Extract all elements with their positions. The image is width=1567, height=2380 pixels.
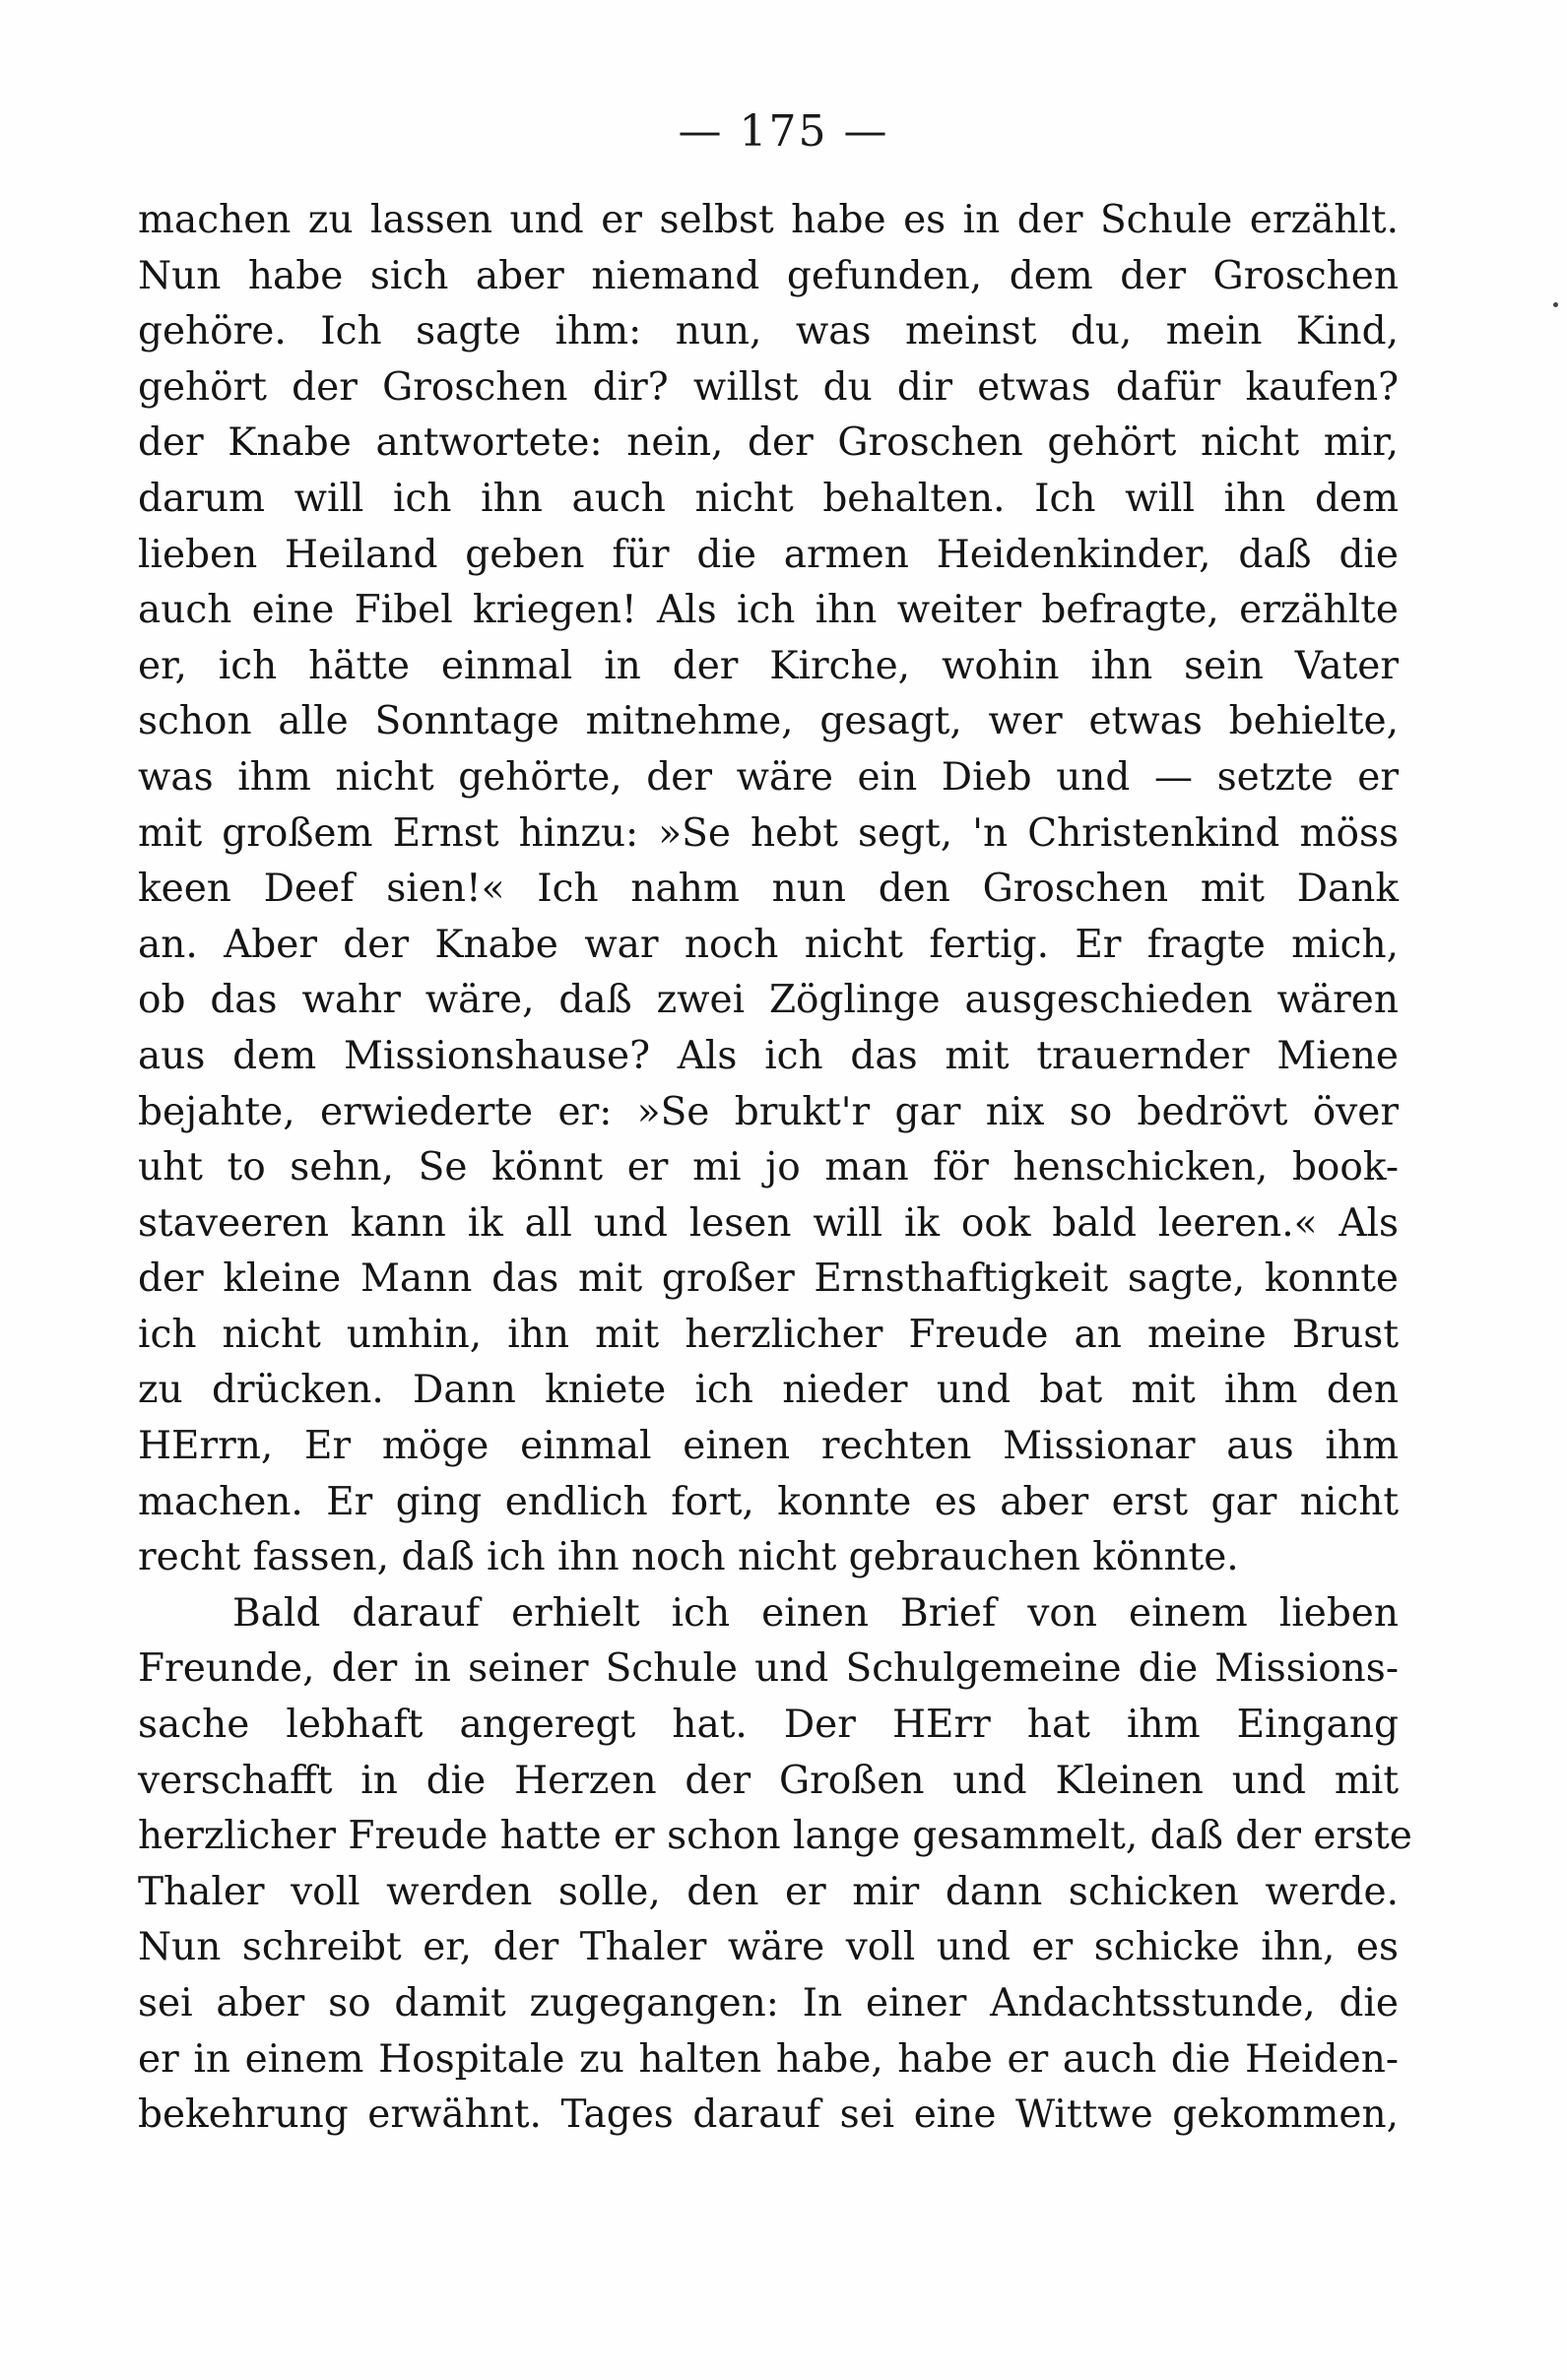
ink-speck [1553, 302, 1558, 307]
text-line: Freunde, der in seiner Schule und Schulgemeine die Missions- [138, 1646, 1399, 1692]
text-line: was ihm nicht gehörte, der wäre ein Dieb und — setzte er [138, 754, 1399, 800]
text-line: gehört der Groschen dir? willst du dir etwas dafür kaufen? [138, 364, 1399, 410]
page-number: — 175 — [678, 106, 889, 157]
text-line: Thaler voll werden solle, den er mir dann schicken werde. [138, 1869, 1399, 1914]
text-line: er, ich hätte einmal in der Kirche, wohin ihn sein Vater [138, 643, 1399, 688]
text-line: an. Aber der Knabe war noch nicht fertig. Er fragte mich, [138, 922, 1399, 967]
text-line: uht to sehn, Se könnt er mi jo man för henschicken, book- [138, 1145, 1399, 1190]
text-line: machen zu lassen und er selbst habe es in der Schule erzählt. [138, 198, 1399, 242]
text-line: aus dem Missionshause? Als ich das mit trauernder Miene [138, 1033, 1399, 1078]
text-line: verschafft in die Herzen der Großen und Kleinen und mit [138, 1758, 1399, 1803]
text-line: der Knabe antwortete: nein, der Groschen gehört nicht mir, [138, 420, 1399, 466]
paragraph-end-line: recht fassen, daß ich ihn noch nicht gebrauchen könnte. [138, 1535, 1239, 1580]
text-line: Nun schreibt er, der Thaler wäre voll und er schicke ihn, es [138, 1925, 1399, 1970]
text-line: machen. Er ging endlich fort, konnte es aber erst gar nicht [138, 1479, 1399, 1524]
text-line: der kleine Mann das mit großer Ernsthaftigkeit sagte, konnte [138, 1256, 1399, 1302]
body-text [138, 193, 1412, 2144]
text-line: schon alle Sonntage mitnehme, gesagt, wer etwas behielte, [138, 699, 1399, 744]
text-line: keen Deef sien!« Ich nahm nun den Groschen mit Dank [138, 867, 1399, 912]
text-line: bekehrung erwähnt. Tages darauf sei eine Wittwe gekommen, [138, 2092, 1399, 2138]
text-line: er in einem Hospitale zu halten habe, habe er auch die Heiden- [138, 2036, 1399, 2082]
text-line: herzlicher Freude hatte er schon lange gesammelt, daß der erste [138, 1814, 1412, 1859]
text-line: staveeren kann ik all und lesen will ik ook bald leeren.« Als [138, 1200, 1399, 1246]
text-line: darum will ich ihn auch nicht behalten. Ich will ihn dem [138, 476, 1399, 521]
text-line: ich nicht umhin, ihn mit herzlicher Freude an meine Brust [138, 1312, 1399, 1357]
text-line: gehöre. Ich sagte ihm: nun, was meinst du, mein Kind, [138, 309, 1399, 354]
text-line: bejahte, erwiederte er: »Se brukt'r gar nix so bedrövt över [138, 1089, 1399, 1134]
text-line: HErrn, Er möge einmal einen rechten Missionar aus ihm [138, 1424, 1399, 1469]
text-line: Nun habe sich aber niemand gefunden, dem der Groschen [138, 253, 1399, 298]
text-line: ob das wahr wäre, daß zwei Zöglinge ausgeschieden wären [138, 978, 1399, 1023]
text-line: sache lebhaft angeregt hat. Der HErr hat ihm Eingang [138, 1703, 1399, 1748]
text-line: zu drücken. Dann kniete ich nieder und bat mit ihm den [138, 1368, 1399, 1413]
text-line: mit großem Ernst hinzu: »Se hebt segt, 'n Christenkind möss [138, 810, 1399, 856]
text-line: auch eine Fibel kriegen! Als ich ihn weiter befragte, erzählte [138, 588, 1399, 633]
paragraph-start-line: Bald darauf erhielt ich einen Brief von einem lieben [232, 1590, 1399, 1636]
text-line: sei aber so damit zugegangen: In einer Andachtsstunde, die [138, 1981, 1399, 2026]
text-line: lieben Heiland geben für die armen Heidenkinder, daß die [138, 532, 1399, 577]
